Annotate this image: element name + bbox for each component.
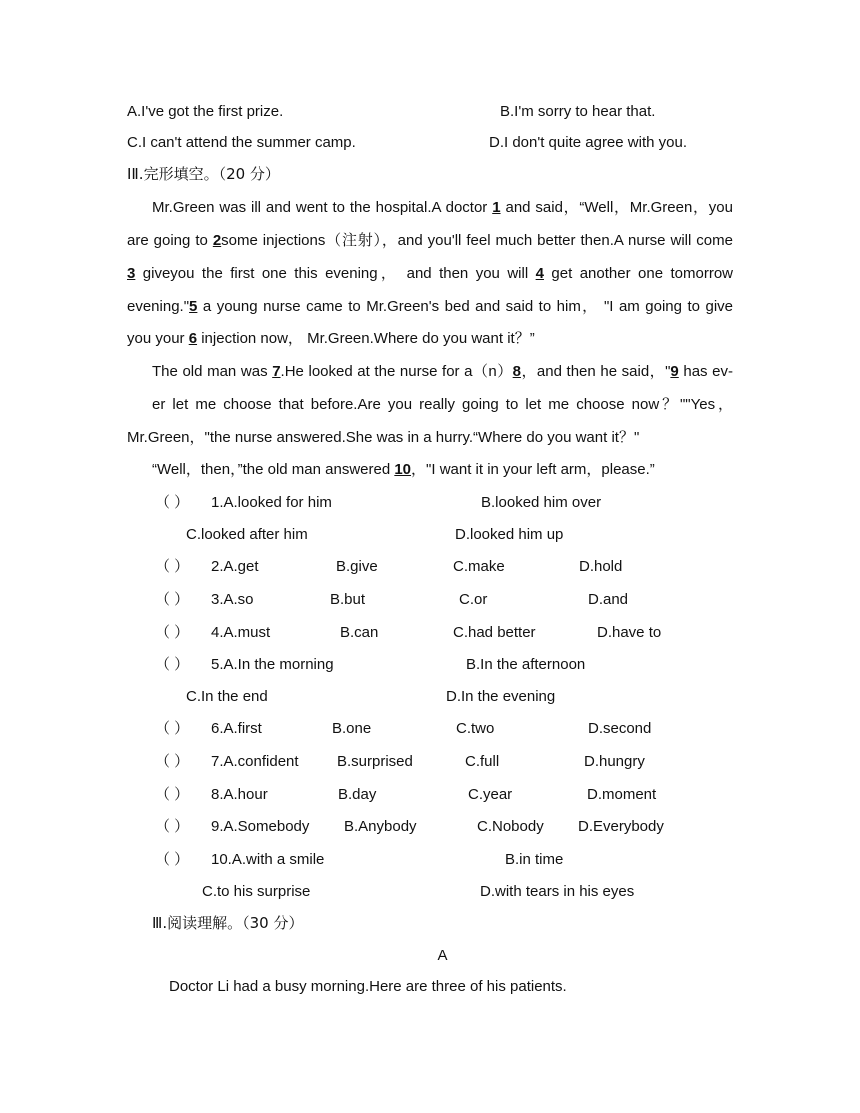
passage-line-4: evening."5 a young nurse came to Mr.Green's bed and said to him， "I am going to give [127, 298, 733, 315]
option-a: 2.A.get [211, 558, 259, 575]
option-d: D.In the evening [446, 688, 556, 705]
option-d: D.looked him up [455, 526, 564, 543]
option-d: D.with tears in his eyes [480, 883, 635, 900]
blank-3: 3 [127, 265, 136, 282]
answer-bracket[interactable]: （ ） [155, 818, 190, 835]
option-a: 9.A.Somebody [211, 818, 310, 835]
answer-bracket[interactable]: （ ） [155, 720, 190, 737]
blank-2: 2 [212, 232, 222, 249]
option-b: B.day [338, 786, 377, 803]
blank-1: 1 [492, 199, 501, 216]
answer-bracket[interactable]: （ ） [155, 558, 190, 575]
blank-7: 7 [272, 363, 281, 380]
reading-intro: Doctor Li had a busy morning.Here are three of his patients. [169, 978, 567, 995]
option-d: D.hungry [584, 753, 645, 770]
answer-bracket[interactable]: （ ） [155, 753, 190, 770]
answer-bracket[interactable]: （ ） [155, 591, 190, 608]
option-b: B.looked him over [481, 494, 602, 511]
option-a: 3.A.so [211, 591, 254, 608]
option-c: C.Nobody [477, 818, 544, 835]
option-a: 8.A.hour [211, 786, 268, 803]
passage-label-a: A [437, 947, 448, 964]
option-d: D.have to [597, 624, 662, 641]
option-c: C.I can't attend the summer camp. [127, 134, 356, 151]
passage-line-8: Mr.Green，"the nurse answered.She was in a hurry.“Where do you want it？" [127, 429, 640, 446]
option-b: B.surprised [337, 753, 413, 770]
blank-4: 4 [535, 265, 544, 282]
option-c: C.to his surprise [202, 883, 311, 900]
option-d: D.Everybody [578, 818, 664, 835]
option-b: B.I'm sorry to hear that. [500, 103, 656, 120]
option-c: C.year [468, 786, 513, 803]
blank-9: 9 [670, 363, 679, 380]
option-c: C.two [456, 720, 495, 737]
option-b: B.can [340, 624, 379, 641]
option-b: B.in time [505, 851, 564, 868]
option-a: A.I've got the first prize. [127, 103, 284, 120]
option-d: D.hold [579, 558, 623, 575]
passage-line-5: you your 6 injection now， Mr.Green.Where do you want it？” [127, 330, 535, 347]
option-b: B.one [332, 720, 372, 737]
option-b: B.Anybody [344, 818, 417, 835]
option-c: C.had better [453, 624, 536, 641]
passage-line-2: are going to 2some injections（注射），and you'll feel much better then.A nurse will come [127, 232, 733, 249]
answer-bracket[interactable]: （ ） [155, 624, 190, 641]
option-b: B.In the afternoon [466, 656, 586, 673]
option-c: C.or [459, 591, 488, 608]
option-b: B.give [336, 558, 378, 575]
passage-line-1: Mr.Green was ill and went to the hospital.A doctor 1 and said，“Well，Mr.Green，you [152, 199, 733, 216]
blank-8: 8 [512, 363, 521, 380]
option-d: D.and [588, 591, 629, 608]
option-a: 10.A.with a smile [211, 851, 325, 868]
option-a: 4.A.must [211, 624, 271, 641]
option-c: C.make [453, 558, 505, 575]
answer-bracket[interactable]: （ ） [155, 494, 190, 511]
option-a: 7.A.confident [211, 753, 299, 770]
option-a: 6.A.first [211, 720, 262, 737]
option-c: C.full [465, 753, 500, 770]
option-b: B.but [330, 591, 366, 608]
blank-5: 5 [189, 298, 198, 315]
option-d: D.second [588, 720, 652, 737]
passage-line-3: 3 giveyou the first one this evening， and then you will 4 get another one tomorrow [127, 265, 733, 282]
option-c: C.looked after him [186, 526, 308, 543]
answer-bracket[interactable]: （ ） [155, 786, 190, 803]
option-d: D.moment [587, 786, 657, 803]
passage-line-7: er let me choose that before.Are you really going to let me choose now？""Yes， [152, 396, 733, 413]
section-reading-title: Ⅲ.阅读理解。（30 分） [152, 914, 304, 932]
passage-line-6: The old man was 7.He looked at the nurse for a（n）8，and then he said，"9 has ev- [152, 363, 734, 380]
blank-6: 6 [188, 330, 198, 347]
passage-line-9: “Well，then，”the old man answered 10，"I want it in your left arm，please.” [152, 461, 655, 478]
option-c: C.In the end [186, 688, 268, 705]
option-a: 5.A.In the morning [211, 656, 334, 673]
section-cloze-title: IⅡ.完形填空。（20 分） [127, 165, 280, 183]
blank-10: 10 [394, 461, 412, 478]
answer-bracket[interactable]: （ ） [155, 851, 190, 868]
answer-bracket[interactable]: （ ） [155, 656, 190, 673]
option-a: 1.A.looked for him [211, 494, 332, 511]
option-d: D.I don't quite agree with you. [489, 134, 687, 151]
